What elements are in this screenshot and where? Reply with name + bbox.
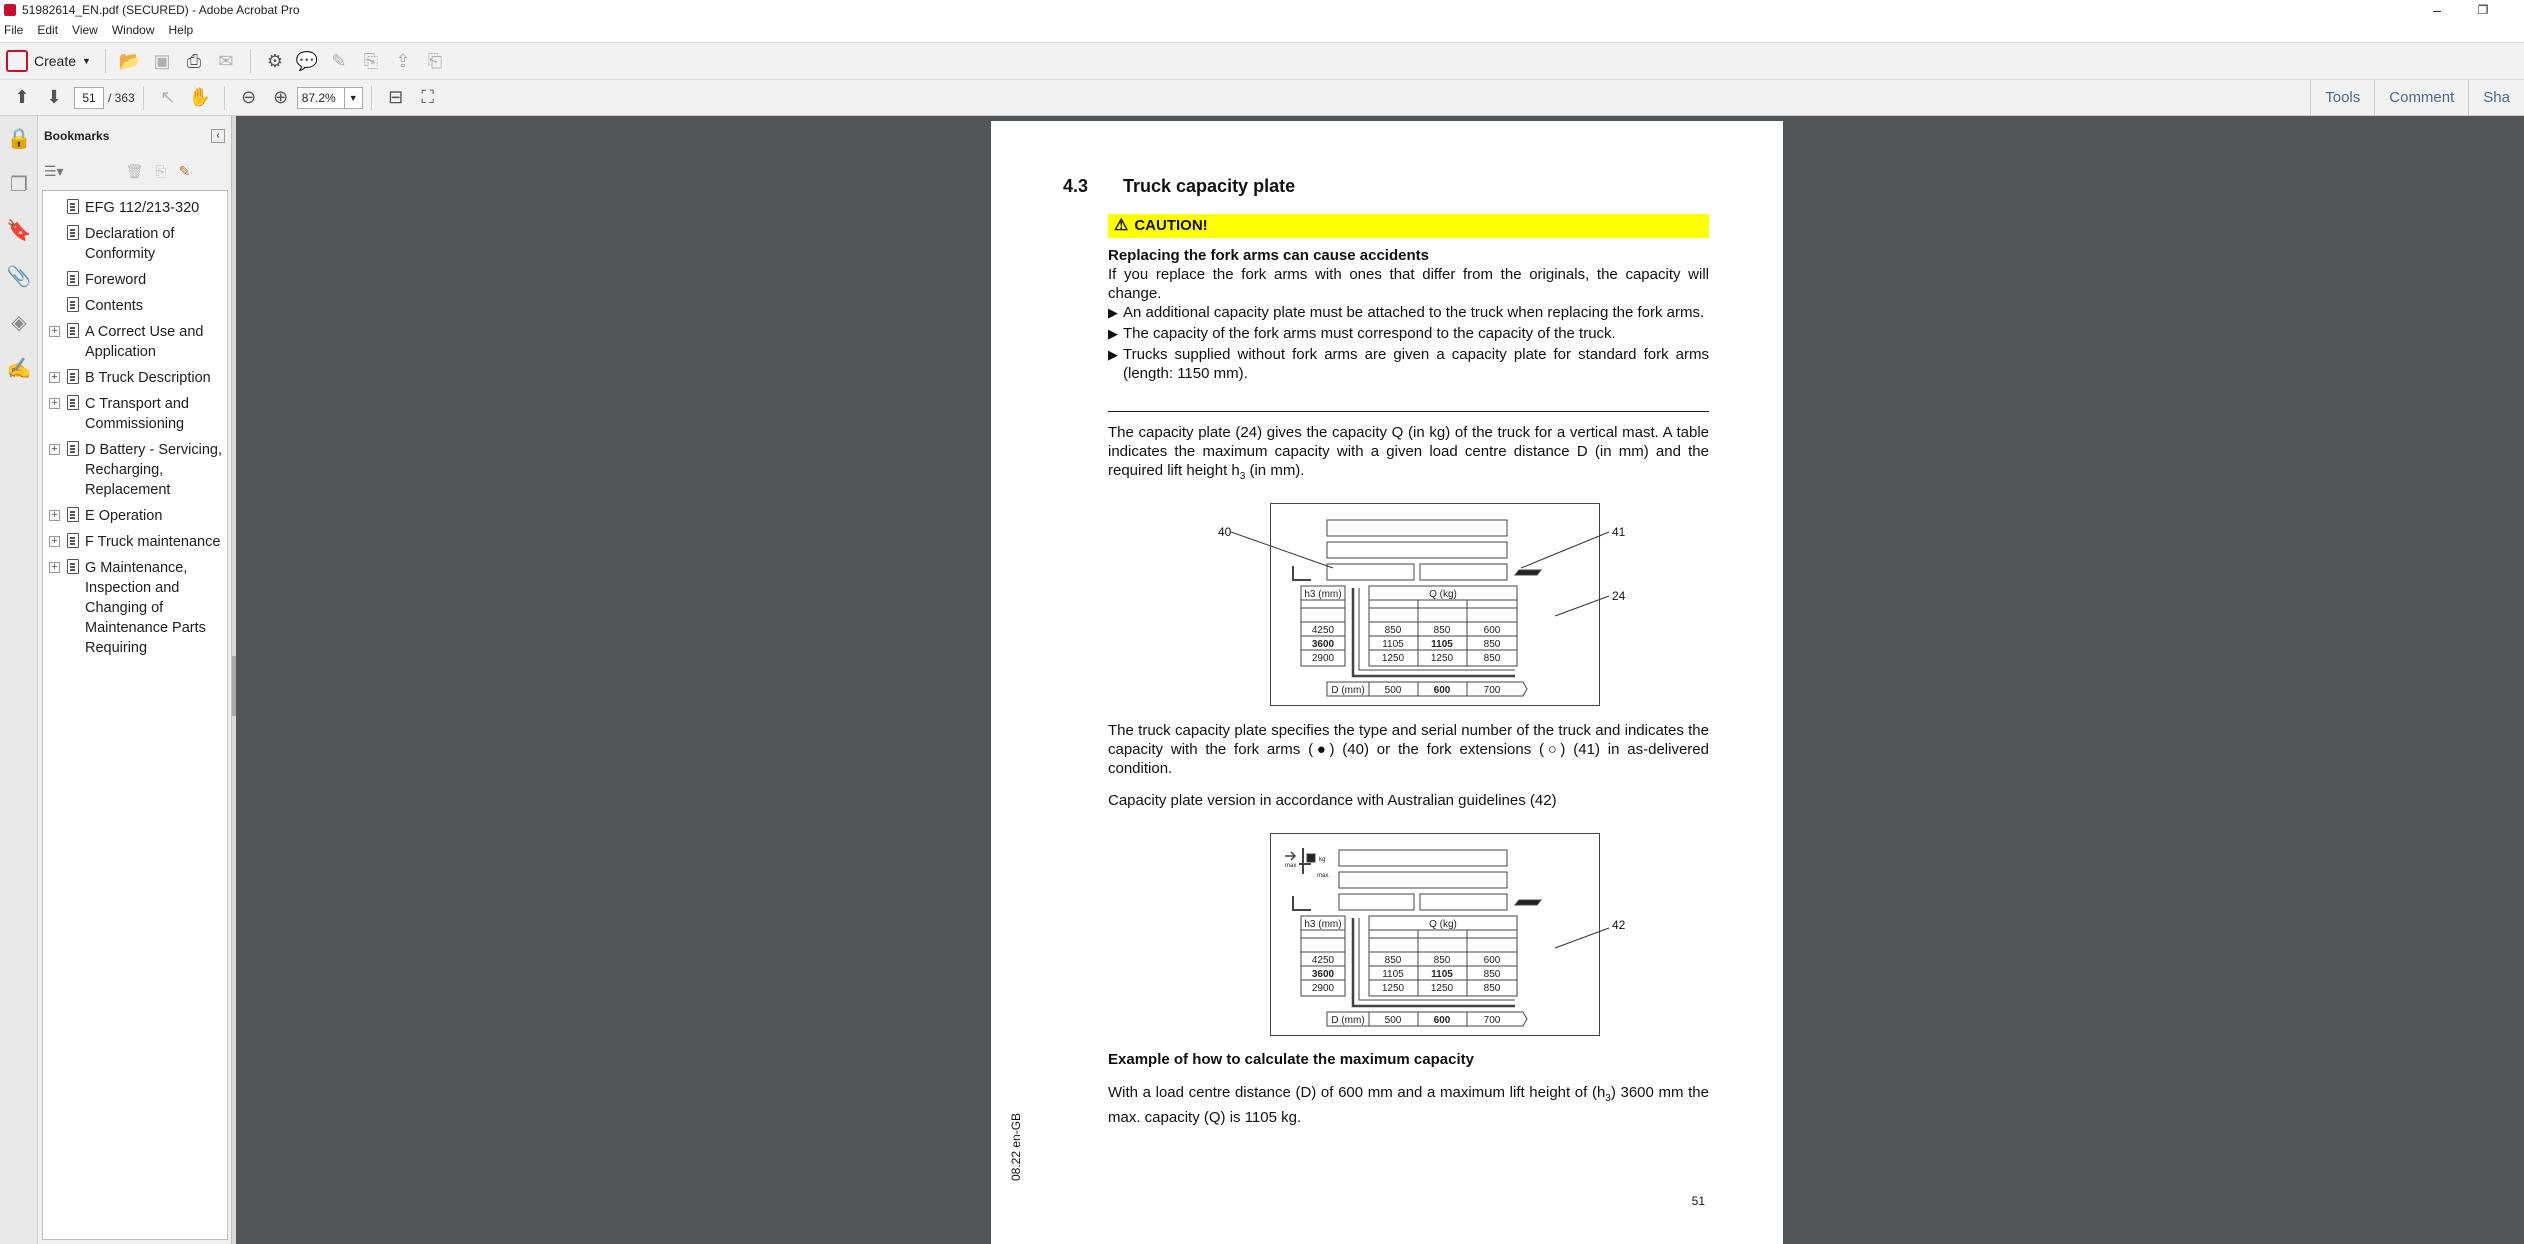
h3-value: 3600 [1311,639,1335,650]
menu-bar [0,20,2524,40]
bookmark-icon [67,323,79,338]
q-value: 850 [1483,653,1501,664]
q-value: 1105 [1431,969,1453,980]
bookmark-icon [67,395,79,410]
callout-line-42 [1551,916,1651,976]
open-folder-icon[interactable]: 📂 [118,50,142,71]
bookmark-item[interactable] [43,221,227,267]
section-title: Truck capacity plate [1123,176,1296,196]
q-header: Q (kg) [1429,589,1457,600]
q-value: 850 [1384,625,1402,636]
new-bookmark-icon[interactable]: ⎘ [155,162,167,179]
window-title: 51982614_EN.pdf (SECURED) - Adobe Acrobat Pro [22,3,300,17]
caution-label: CAUTION! [1134,217,1208,234]
export-icon[interactable]: ⎗ [427,50,443,71]
expand-icon[interactable]: + [49,562,60,573]
close-panel-icon[interactable]: ‹ [211,129,225,143]
fit-page-icon[interactable]: ⊟ [388,87,404,107]
bookmark-item[interactable] [43,195,227,221]
attachments-icon[interactable]: 📎 [6,265,32,288]
title-bar [0,0,2524,20]
bookmarks-tree [42,190,228,1240]
menu-view[interactable]: View [72,23,98,37]
bookmark-item[interactable] [43,437,227,503]
q-value: 850 [1433,955,1451,966]
q-value: 1105 [1431,639,1453,650]
h3-value: 4250 [1311,625,1335,636]
d-value: 500 [1384,685,1402,696]
chevron-down-icon: ▼ [82,56,91,66]
subscript: 3 [1239,471,1246,482]
d-label: D (mm) [1331,1015,1365,1026]
d-value: 700 [1483,1015,1501,1026]
bookmark-icon [67,507,79,522]
restore-button[interactable]: ❐ [2477,3,2489,17]
expand-icon[interactable]: + [49,510,60,521]
share-icon[interactable]: ⇪ [395,50,411,71]
sign-icon[interactable]: ✎ [331,50,347,71]
paragraph [1108,423,1709,486]
paragraph-text: The truck capacity plate specifies the type and serial number of the truck and indicates the capacity with the fork arms (●) (40) or the fork extensions (○) (41) in as-delivered condition. [1108,722,1709,777]
q-value: 1250 [1381,983,1405,994]
bookmark-icon [67,271,79,286]
q-value: 850 [1483,983,1501,994]
bookmark-icon [67,199,79,214]
separator [371,86,372,110]
bookmark-icon [67,533,79,548]
bullet-text: The capacity of the fork arms must correspond to the capacity of the truck. [1123,325,1616,342]
d-value: 600 [1433,1015,1451,1026]
bullet-arrow-icon: ▶ [1108,326,1118,341]
page-total: / 363 [108,90,135,105]
h3-value: 4250 [1311,955,1335,966]
bookmark-label: A Correct Use and Application [85,324,204,360]
hand-tool-icon[interactable]: ✋ [188,87,211,107]
bookmark-label: B Truck Description [85,370,211,386]
q-value: 600 [1483,625,1501,636]
callout-42: 42 [1612,918,1626,932]
expand-icon[interactable]: + [49,398,60,409]
page-thumbnails-icon[interactable]: ❐ [10,173,28,196]
bullet-text: An additional capacity plate must be attached to the truck when replacing the fork arms. [1123,304,1705,321]
right-panel-links [2310,80,2524,116]
bookmark-label: E Operation [85,508,163,524]
aus-label: kg [1319,857,1326,863]
save-icon[interactable]: ▣ [153,50,171,71]
paragraph-text: Capacity plate version in accordance with Australian guidelines (42) [1108,792,1557,809]
d-label: D (mm) [1331,685,1365,696]
expand-icon[interactable]: + [49,326,60,337]
paragraph-text: The capacity plate (24) gives the capacity Q (in kg) of the truck for a vertical mast. A table indicates the maximum capacity with a given load centre distance D (in mm) and the required lift height h [1108,424,1709,479]
minimize-button[interactable]: – [2433,2,2441,18]
paragraph-text: With a load centre distance (D) of 600 mm and a maximum lift height of (h [1108,1084,1606,1101]
bookmarks-header [38,116,231,156]
bookmark-icon [67,441,79,456]
bookmark-icon [67,297,79,312]
q-value: 850 [1384,955,1402,966]
d-value: 500 [1384,1015,1402,1026]
paragraph-text: ) 3600 mm the max. capacity (Q) is 1105 kg. [1108,1084,1709,1126]
q-value: 1105 [1382,639,1404,650]
paragraph [1108,1083,1709,1127]
menu-window[interactable]: Window [111,23,155,37]
navigation-pane-strip [0,116,38,1244]
next-page-icon[interactable]: ⬇ [46,87,62,107]
h3-value: 2900 [1311,983,1335,994]
q-value: 850 [1483,639,1501,650]
print-icon[interactable]: ⎙ [186,50,202,71]
callout-lines [1221,516,1651,656]
main-toolbar [0,42,2524,80]
h3-header: h3 (mm) [1304,589,1342,600]
q-value: 1250 [1381,653,1405,664]
q-value: 1250 [1430,653,1454,664]
separator [143,86,144,110]
bookmark-label: C Transport and Commissioning [85,396,189,432]
bullet-arrow-icon: ▶ [1108,305,1118,320]
share-link[interactable]: Sha [2468,80,2524,116]
comment-icon[interactable]: 💬 [295,50,319,71]
warning-triangle-icon: ⚠ [1114,217,1129,234]
section-number: 4.3 [1063,176,1089,196]
previous-page-icon[interactable]: ⬆ [14,87,30,107]
zoom-level-input[interactable]: 87.2% [297,87,345,109]
bookmark-label: EFG 112/213-320 [85,200,200,216]
h3-header: h3 (mm) [1304,919,1342,930]
bookmarks-icon[interactable]: 🔖 [6,219,32,242]
paragraph [1108,721,1709,778]
q-header: Q (kg) [1429,919,1457,930]
separator [250,49,251,73]
d-value: 700 [1483,685,1501,696]
bookmark-icon [67,369,79,384]
layers-icon[interactable]: ◈ [11,311,27,334]
warning-text: If you replace the fork arms with ones that differ from the originals, the capacity will change. [1108,266,1709,302]
create-pdf-icon [6,50,28,72]
zoom-dropdown-icon[interactable]: ▼ [345,87,363,109]
bookmark-icon [67,225,79,240]
expand-icon[interactable]: + [49,444,60,455]
q-value: 600 [1483,955,1501,966]
create-label: Create [34,53,77,69]
bullet-arrow-icon: ▶ [1108,347,1118,362]
caution-banner [1108,214,1709,238]
bookmarks-title: Bookmarks [44,129,110,143]
example-heading: Example of how to calculate the maximum capacity [1108,1051,1474,1068]
q-value: 1105 [1382,969,1404,980]
bookmark-item[interactable] [43,555,227,661]
q-value: 1250 [1430,983,1454,994]
bookmark-icon [67,559,79,574]
tools-link[interactable]: Tools [2310,80,2374,116]
warning-heading: Replacing the fork arms can cause accidents [1108,247,1429,264]
bookmark-item[interactable] [43,529,227,555]
select-cursor-icon[interactable]: ↖ [160,87,176,107]
callout-41: 41 [1612,525,1626,539]
zoom-out-icon[interactable]: ⊖ [241,87,257,107]
aus-label: max [1285,863,1297,869]
expand-icon[interactable]: + [49,536,60,547]
bookmark-item[interactable] [43,391,227,437]
bookmark-label: G Maintenance, Inspection and Changing of Maintenance Parts Requiring [85,560,206,656]
bookmark-item[interactable] [43,293,227,319]
bullet-item [1108,324,1709,343]
bookmarks-panel [38,116,232,1244]
bookmark-label: Foreword [85,272,147,288]
page-number: 51 [1691,1194,1705,1208]
zoom-in-icon[interactable]: ⊕ [273,87,289,107]
expand-icon[interactable]: + [49,372,60,383]
separator [105,49,106,73]
bookmark-item[interactable] [43,365,227,391]
h3-value: 3600 [1311,969,1335,980]
signatures-icon[interactable]: ✍ [6,357,32,380]
bookmark-options-icon[interactable]: ☰▾ [44,162,64,179]
callout-40: 40 [1218,525,1232,539]
page-number-input[interactable]: 51 [74,87,104,109]
bookmark-item[interactable] [43,267,227,293]
paragraph [1108,791,1709,810]
delete-bookmark-icon[interactable]: 🗑 [125,162,144,179]
q-value: 850 [1433,625,1451,636]
comment-link[interactable]: Comment [2374,80,2468,116]
menu-file[interactable]: File [4,23,24,37]
bullet-text: Trucks supplied without fork arms are given a capacity plate for standard fork arms (length: 1150 mm). [1123,346,1709,382]
bookmark-label: F Truck maintenance [85,534,221,550]
pdf-page [991,121,1783,1244]
navigation-toolbar [0,80,2524,116]
bookmark-label: D Battery - Servicing, Recharging, Replacement [85,442,222,498]
aus-label: max. [1317,873,1331,879]
bookmark-label: Contents [85,298,144,314]
settings-gear-icon[interactable]: ⚙ [266,50,284,71]
bullet-item [1108,345,1709,383]
stamp-icon[interactable]: ⎘ [363,50,379,71]
bookmark-item[interactable] [43,319,227,365]
d-value: 600 [1433,685,1451,696]
bullet-item [1108,303,1709,322]
h3-value: 2900 [1311,653,1335,664]
section-heading [1063,176,1295,197]
edition-note: 08.22 en-GB [1009,1112,1023,1181]
q-value: 850 [1483,969,1501,980]
divider [1108,411,1709,412]
full-screen-icon[interactable]: ⛶ [421,87,434,107]
menu-edit[interactable]: Edit [37,23,59,37]
separator [224,86,225,110]
bookmark-item[interactable] [43,503,227,529]
create-button[interactable] [6,50,91,72]
bookmark-properties-icon[interactable]: ✎ [178,162,191,179]
bookmarks-toolbar [38,156,231,186]
paragraph-text: (in mm). [1245,462,1305,479]
bookmark-label: Declaration of Conformity [85,226,175,262]
callout-24: 24 [1612,589,1626,603]
warning-block [1108,246,1709,383]
menu-help[interactable]: Help [168,23,194,37]
email-icon[interactable]: ✉ [218,50,234,71]
acrobat-app-icon [4,4,16,16]
lock-icon[interactable]: 🔒 [6,127,32,150]
subscript: 3 [1605,1093,1611,1104]
